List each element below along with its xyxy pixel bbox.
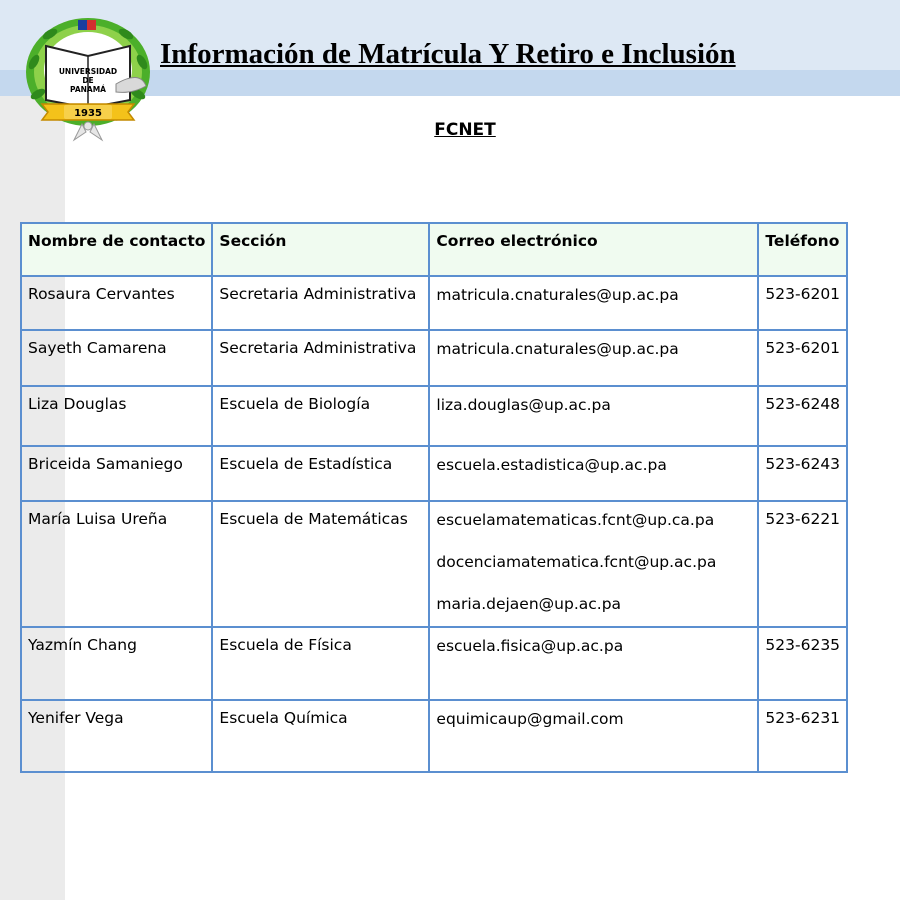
contact-email[interactable]: matricula.cnaturales@up.ac.pa: [436, 286, 679, 304]
contact-section: Escuela de Matemáticas: [212, 501, 429, 627]
contact-name: Sayeth Camarena: [21, 330, 212, 386]
contact-section: Secretaria Administrativa: [212, 276, 429, 330]
contact-phone: 523-6248: [758, 386, 847, 446]
contact-section: Escuela de Estadística: [212, 446, 429, 501]
logo-text-line1: UNIVERSIDAD: [58, 67, 118, 76]
contact-phone: 523-6235: [758, 627, 847, 700]
contact-section: Escuela de Biología: [212, 386, 429, 446]
contact-section: Escuela Química: [212, 700, 429, 772]
logo-text-line3: PANAMÁ: [70, 85, 106, 94]
contact-phone: 523-6221: [758, 501, 847, 627]
table-row: [21, 501, 847, 627]
contact-name: Yazmín Chang: [21, 627, 212, 700]
contact-email[interactable]: liza.douglas@up.ac.pa: [436, 396, 611, 414]
column-header-section: Sección: [212, 223, 429, 276]
contact-phone: 523-6243: [758, 446, 847, 501]
table-row: [21, 330, 847, 386]
contacts-table: [20, 222, 848, 773]
contact-name: María Luisa Ureña: [21, 501, 212, 627]
contact-phone: 523-6201: [758, 276, 847, 330]
logo-year: 1935: [74, 108, 102, 119]
table-row: [21, 700, 847, 772]
table-row: [21, 276, 847, 330]
contact-email[interactable]: escuela.fisica@up.ac.pa: [436, 637, 624, 655]
contact-phone: 523-6201: [758, 330, 847, 386]
contact-name: Briceida Samaniego: [21, 446, 212, 501]
contact-email-cell: [429, 446, 758, 501]
contact-email[interactable]: matricula.cnaturales@up.ac.pa: [436, 340, 679, 358]
column-header-name: Nombre de contacto: [21, 223, 212, 276]
contact-email[interactable]: maria.dejaen@up.ac.pa: [436, 595, 622, 613]
contact-name: Yenifer Vega: [21, 700, 212, 772]
contact-email[interactable]: escuela.estadistica@up.ac.pa: [436, 456, 667, 474]
table-row: [21, 446, 847, 501]
contact-section: Secretaria Administrativa: [212, 330, 429, 386]
contact-email-cell: [429, 501, 758, 627]
table-row: [21, 627, 847, 700]
table-row: [21, 386, 847, 446]
contact-email-cell: [429, 330, 758, 386]
page-subtitle: FCNET: [434, 120, 496, 140]
contact-phone: 523-6231: [758, 700, 847, 772]
page-title: Información de Matrícula Y Retiro e Inclusión: [160, 38, 736, 70]
contact-name: Rosaura Cervantes: [21, 276, 212, 330]
contact-email[interactable]: escuelamatematicas.fcnt@up.ca.pa: [436, 511, 715, 529]
contact-email[interactable]: equimicaup@gmail.com: [436, 710, 624, 728]
contact-section: Escuela de Física: [212, 627, 429, 700]
contact-email-cell: [429, 700, 758, 772]
contact-email-cell: [429, 276, 758, 330]
contact-email[interactable]: docenciamatematica.fcnt@up.ac.pa: [436, 553, 717, 571]
contact-email-cell: [429, 627, 758, 700]
column-header-email: Correo electrónico: [429, 223, 758, 276]
contact-name: Liza Douglas: [21, 386, 212, 446]
column-header-phone: Teléfono: [758, 223, 847, 276]
contact-email-cell: [429, 386, 758, 446]
table-header-row: [21, 223, 847, 276]
logo-text-line2: DE: [82, 76, 94, 85]
